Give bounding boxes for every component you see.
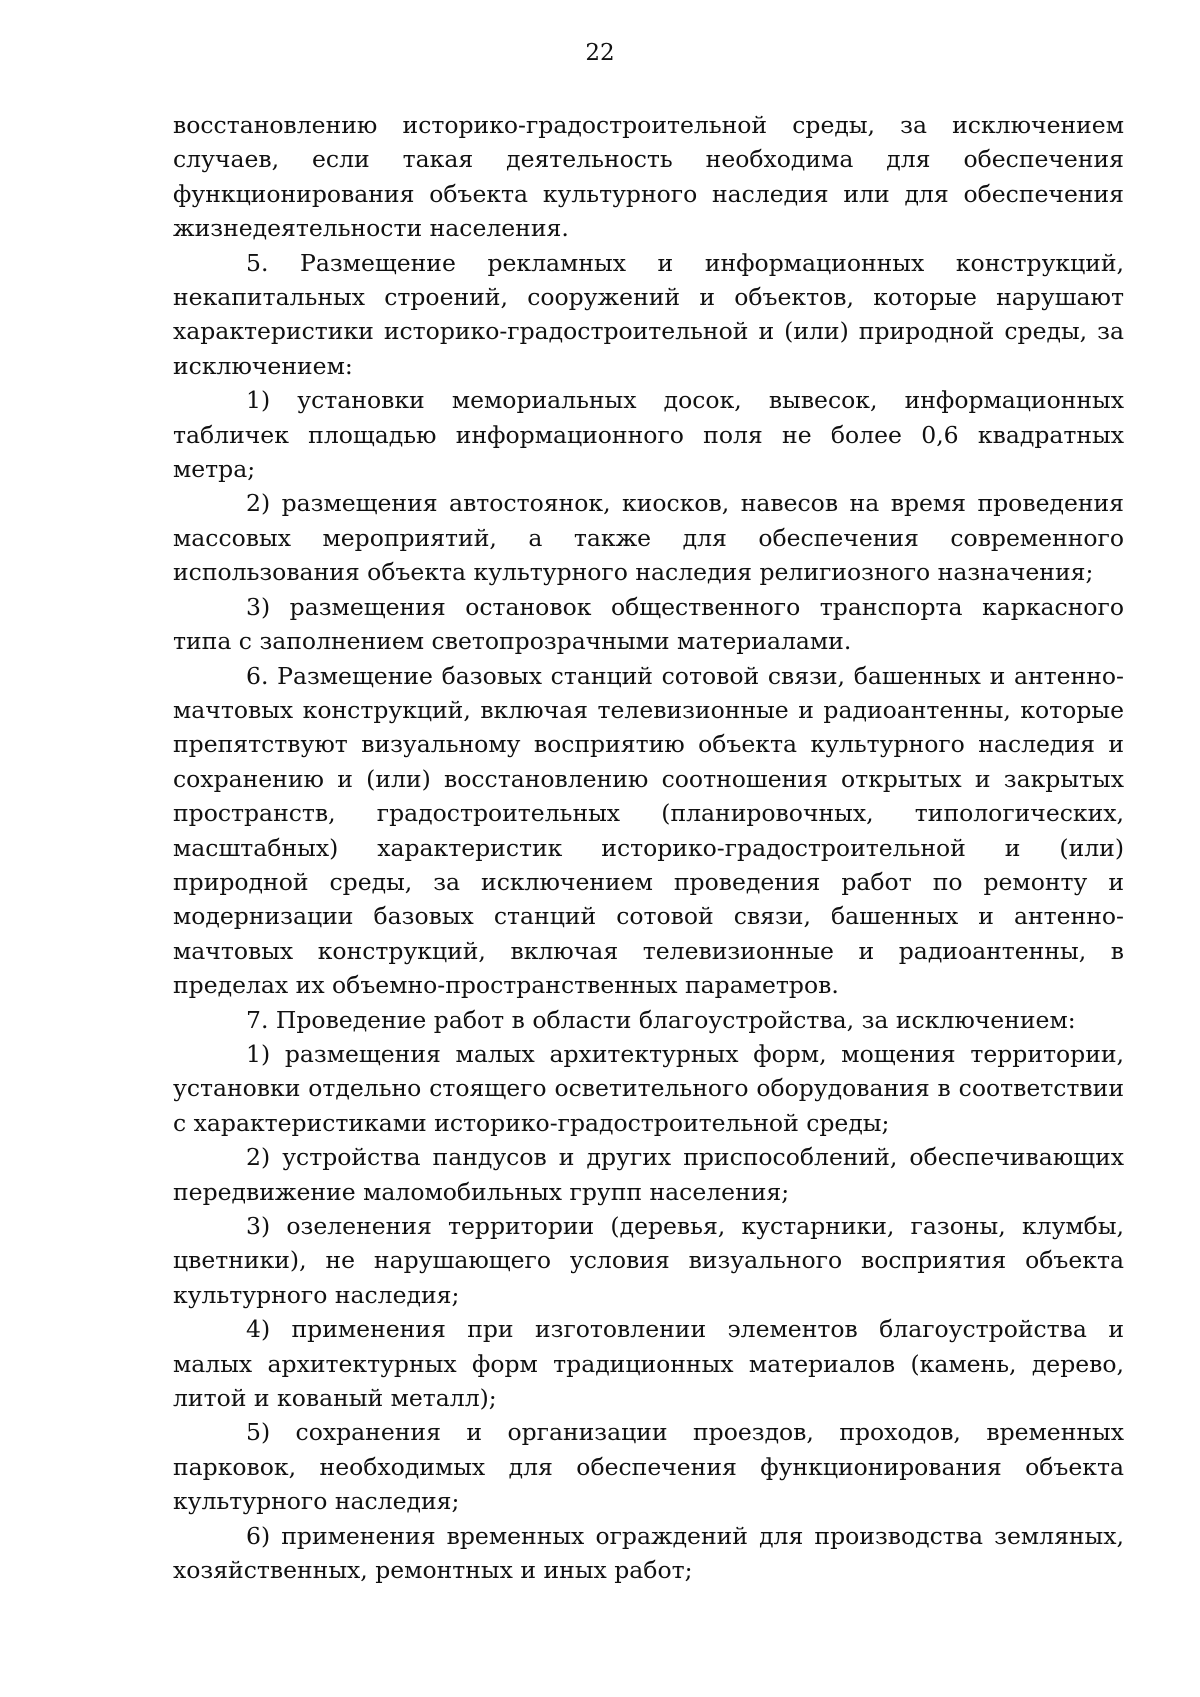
paragraph-item-5: 5. Размещение рекламных и информационных конструкций, некапитальных строений, сооружений и объектов, которые нарушают характеристики историко-градостроительной и (или) природной среды, за исключением: <box>173 248 1124 380</box>
subitem-7-4: 4) применения при изготовлении элементов благоустройства и малых архитектурных форм традиционных материалов (камень, дерево, литой и кованый металл); <box>173 1315 1124 1413</box>
document-body <box>173 108 1124 1587</box>
page-number: 22 <box>585 40 615 66</box>
paragraph-continuation: восстановлению историко-градостроительной среды, за исключением случаев, если такая деятельность необходима для обеспечения функционирования объекта культурного наследия или для обеспечения жизнедеятельности населения. <box>173 111 1124 243</box>
subitem-7-3: 3) озеленения территории (деревья, кустарники, газоны, клумбы, цветники), не нарушающего условия визуального восприятия объекта культурного наследия; <box>173 1212 1124 1309</box>
subitem-7-6: 6) применения временных ограждений для производства земляных, хозяйственных, ремонтных и иных работ; <box>173 1521 1124 1585</box>
subitem-5-2: 2) размещения автостоянок, киосков, навесов на время проведения массовых мероприятий, а также для обеспечения современного использования объекта культурного наследия религиозного назначения; <box>173 489 1124 587</box>
paragraph-item-6: 6. Размещение базовых станций сотовой связи, башенных и антенно-мачтовых конструкций, включая телевизионные и радиоантенны, которые препятствуют визуальному восприятию объекта культурного наследия и сохранению и (или) восстановлению соотношения открытых и закрытых пространств, градостроительных (планировочных, типологических, масштабных) характеристик историко-градостроительной и (или) природной среды, за исключением проведения работ по ремонту и модернизации базовых станций сотовой связи, башенных и антенно-мачтовых конструкций, включая телевизионные и радиоантенны, в пределах их объемно-пространственных параметров. <box>173 661 1124 1000</box>
paragraph-item-7: 7. Проведение работ в области благоустройства, за исключением: <box>246 1005 1076 1034</box>
subitem-5-3: 3) размещения остановок общественного транспорта каркасного типа с заполнением светопрозрачными материалами. <box>173 592 1124 656</box>
subitem-7-2: 2) устройства пандусов и других приспособлений, обеспечивающих передвижение маломобильных групп населения; <box>173 1143 1124 1206</box>
subitem-7-1: 1) размещения малых архитектурных форм, мощения территории, установки отдельно стоящего осветительного оборудования в соответствии с характеристиками историко-градостроительной среды; <box>173 1039 1124 1137</box>
subitem-5-1: 1) установки мемориальных досок, вывесок, информационных табличек площадью информационного поля не более 0,6 квадратных метра; <box>173 386 1124 484</box>
subitem-7-5: 5) сохранения и организации проездов, проходов, временных парковок, необходимых для обеспечения функционирования объекта культурного наследия; <box>173 1418 1124 1516</box>
